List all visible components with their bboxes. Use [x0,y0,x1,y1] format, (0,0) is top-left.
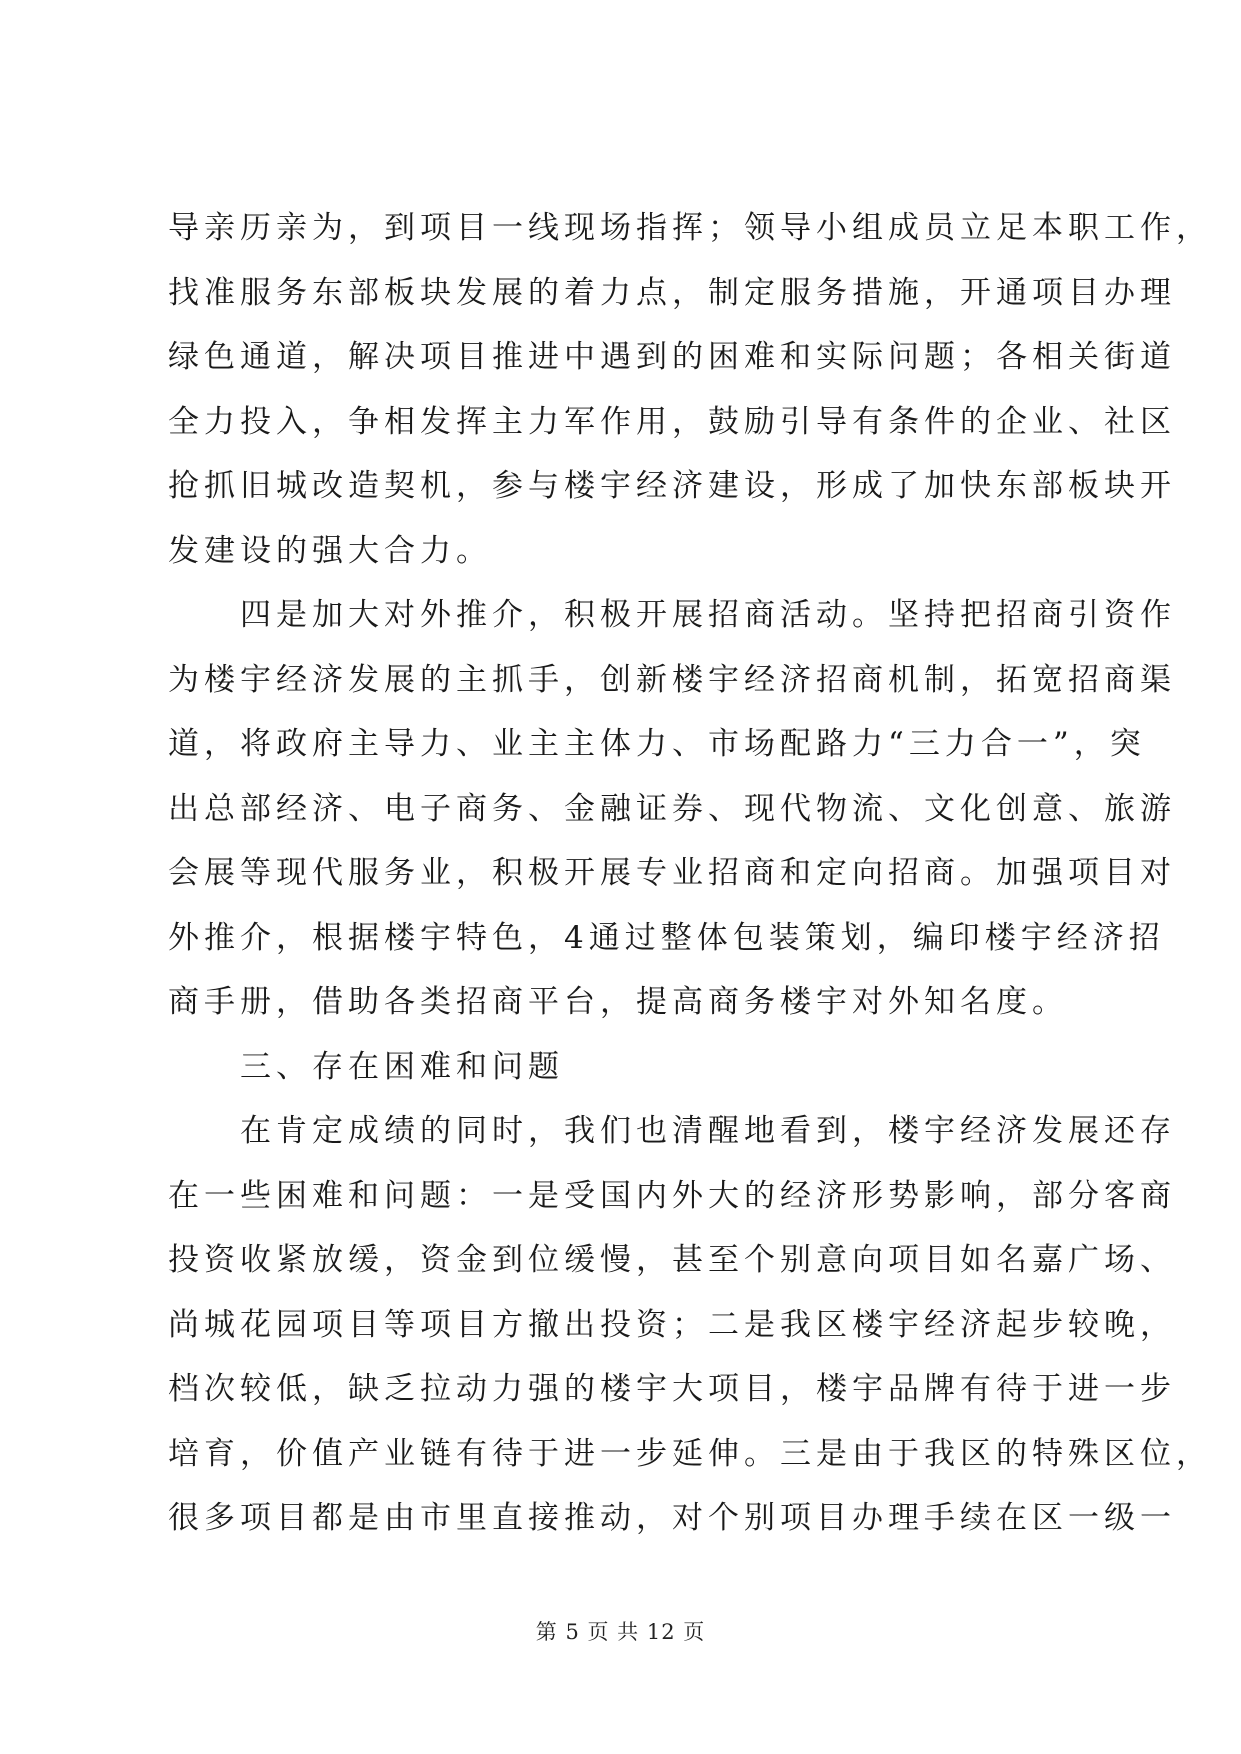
text-line: 商手册，借助各类招商平台，提高商务楼宇对外知名度。 [168,984,1068,1020]
text-line: 绿色通道，解决项目推进中遇到的困难和实际问题；各相关街道 [168,339,1176,375]
text-line: 全力投入，争相发挥主力军作用，鼓励引导有条件的企业、社区 [168,403,1176,440]
text-line: 投资收紧放缓，资金到位缓慢，甚至个别意向项目如名嘉广场、 [168,1242,1176,1278]
text-line: 档次较低，缺乏拉动力强的楼宇大项目，楼宇品牌有待于进一步 [168,1371,1176,1407]
body-text [168,196,1212,1551]
text-line: 找准服务东部板块发展的着力点，制定服务措施，开通项目办理 [168,274,1176,311]
text-line: 为楼宇经济发展的主抓手，创新楼宇经济招商机制，拓宽招商渠 [168,661,1176,698]
text-line: 尚城花园项目等项目方撤出投资；二是我区楼宇经济起步较晚， [168,1306,1176,1343]
text-line: 很多项目都是由市里直接推动，对个别项目办理手续在区一级一 [168,1500,1176,1536]
text-line: 道，将政府主导力、业主主体力、市场配路力“三力合一”，突 [168,726,1146,762]
text-line: 导亲历亲为，到项目一线现场指挥；领导小组成员立足本职工作， [168,210,1212,246]
text-line: 发建设的强大合力。 [168,532,492,569]
text-line: 出总部经济、电子商务、金融证券、现代物流、文化创意、旅游 [168,790,1176,827]
page-footer: 第 5 页 共 12 页 [535,1620,706,1644]
text-line: 会展等现代服务业，积极开展专业招商和定向招商。加强项目对 [168,855,1176,891]
text-line: 抢抓旧城改造契机，参与楼宇经济建设，形成了加快东部板块开 [168,468,1176,504]
text-line: 外推介，根据楼宇特色，4通过整体包装策划，编印楼宇经济招 [168,919,1165,956]
section-heading: 三、存在困难和问题 [168,1048,564,1085]
text-line: 在一些困难和问题：一是受国内外大的经济形势影响，部分客商 [168,1177,1176,1214]
text-line: 四是加大对外推介，积极开展招商活动。坚持把招商引资作 [168,597,1176,633]
text-line: 培育，价值产业链有待于进一步延伸。三是由于我区的特殊区位， [168,1435,1212,1472]
text-line: 在肯定成绩的同时，我们也清醒地看到，楼宇经济发展还存 [168,1113,1176,1149]
